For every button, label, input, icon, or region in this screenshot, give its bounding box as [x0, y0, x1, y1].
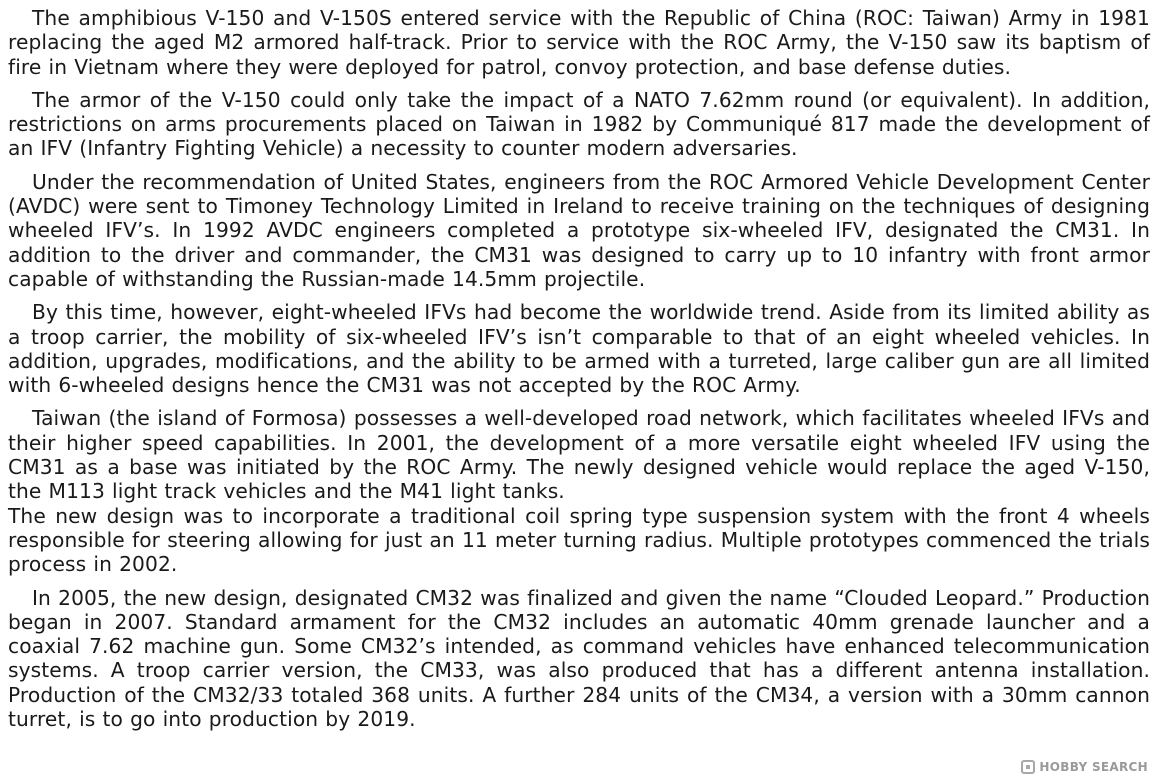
paragraph-road-network: Taiwan (the island of Formosa) possesses a well-developed road network, which facilitates wheeled IFVs and their higher speed capabilities. In 2001, the development of a more versatile eight wheeled IFV using the CM31 as a base was initiated by the ROC Army. The newly designed vehicle would replace the aged V-150, the M113 light track vehicles and the M41 light tanks. The new design was to incorporate a traditional coil spring type suspension system with the front 4 wheels responsible for steering allowing for just an 11 meter turning radius. Multiple prototypes commenced the trials process in 2002.: [8, 406, 1150, 577]
paragraph-v150-intro: The amphibious V-150 and V-150S entered service with the Republic of China (ROC: Taiwan) Army in 1981 replacing the aged M2 armored half-track. Prior to service with the ROC Army, the V-150 saw its baptism of fire in Vietnam where they were deployed for patrol, convoy protection, and base defense duties.: [8, 6, 1150, 79]
hobby-search-logo-icon: [1021, 760, 1035, 774]
paragraph-cm32-production: In 2005, the new design, designated CM32 was finalized and given the name “Clouded Leopard.” Production began in 2007. Standard armament for the CM32 includes an automatic 40mm grenade launcher and a coaxial 7.62 machine gun. Some CM32’s intended, as command vehicles have enhanced telecommunication systems. A troop carrier version, the CM33, was also produced that has a different antenna installation. Production of the CM32/33 totaled 368 units. A further 284 units of the CM34, a version with a 30mm cannon turret, is to go into production by 2019.: [8, 585, 1150, 732]
paragraph-cm31-development: Under the recommendation of United States, engineers from the ROC Armored Vehicle Development Center (AVDC) were sent to Timoney Technology Limited in Ireland to receive training on the techniques of designing wheeled IFV’s. In 1992 AVDC engineers completed a prototype six-wheeled IFV, designated the CM31. In addition to the driver and commander, the CM31 was designed to carry up to 10 infantry with front armor capable of withstanding the Russian-made 14.5mm projectile.: [8, 169, 1150, 291]
watermark: [1021, 760, 1148, 774]
paragraph-eight-wheeled-trend: By this time, however, eight-wheeled IFVs had become the worldwide trend. Aside from its limited ability as a troop carrier, the mobility of six-wheeled IFV’s isn’t comparable to that of an eight wheeled vehicles. In addition, upgrades, modifications, and the ability to be armed with a turreted, large caliber gun are all limited with 6-wheeled designs hence the CM31 was not accepted by the ROC Army.: [8, 300, 1150, 398]
document-body: [8, 6, 1150, 740]
watermark-text: HOBBY SEARCH: [1039, 760, 1148, 774]
paragraph-armor-limits: The armor of the V-150 could only take the impact of a NATO 7.62mm round (or equivalent). In addition, restrictions on arms procurements placed on Taiwan in 1982 by Communiqué 817 made the development of an IFV (Infantry Fighting Vehicle) a necessity to counter modern adversaries.: [8, 87, 1150, 161]
